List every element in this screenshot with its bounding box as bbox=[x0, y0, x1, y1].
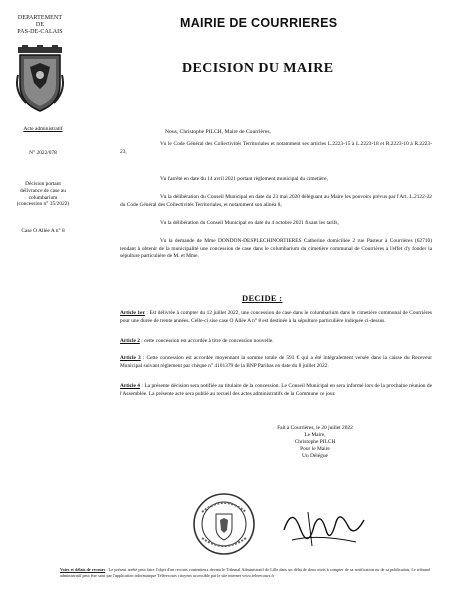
considerant-deliberation-2020: Vu la délibération du Conseil Municipal en date du 23 mai 2020 déléguant au Maire les pouvoirs prévus par l'Art. L.2122-22 du Code Général des Collectivités Territoriales, et notamment son alinéa 8, bbox=[120, 194, 432, 208]
article-2: Article 2 : cette concession est accordée à titre de concession nouvelle. bbox=[120, 338, 274, 344]
official-stamp-icon bbox=[192, 492, 256, 556]
legal-footer: Voies et délais de recours : Le présent arrêté peut faire l'objet d'un recours contentieux devant le Tribunal Administratif de Lille dans un délai de deux mois à compter de sa notification ou de sa publication. Le tribunal administratif peut être saisi par l'application informatique Télérecours citoyens accessible par le site internet www.telerecours.fr bbox=[60, 567, 430, 578]
article-3: Article 3 : Cette concession est accordée moyennant la somme totale de 593 € qui a été intégralement versée dans la caisse du Receveur Municipal suivant règlement par chèque n° 4101379 de la BNP Paribas en date du 8 juillet 2022. bbox=[120, 355, 433, 369]
considerant-demande: Vu la demande de Mme DONDON-DESPLECHINORTIERES Catherine domiciliée 2 rue Pasteur à Courrières (62710) tendant à obtenir de la municipalité une concession de case dans le columbarium du cimetière communal de Courrières à l'effet d'y fonder la sépulture particulière de M. et Mme. bbox=[120, 238, 432, 260]
article-1: Article 1er : Est délivrée à compter du 12 juillet 2022, une concession de case dans le columbarium dans le cimetière communal de Courrières pour une durée de trente années. Celle-ci sise case O Allée A n° 8 est destinée à la sépulture particulière indiquée ci-dessus. bbox=[120, 310, 432, 324]
decide-heading: DECIDE : bbox=[242, 293, 283, 303]
case-reference: Case O Allée A n° 8 bbox=[21, 228, 65, 234]
department-header: DEPARTEMENT DE PAS-DE-CALAIS bbox=[17, 15, 63, 35]
decision-object: Décision portant délivrance de case au columbarium (concession n° 35/2022) bbox=[16, 181, 70, 208]
handwritten-signature-icon bbox=[278, 500, 368, 555]
article-4: Article 4 : La présente décision sera notifiée au titulaire de la concession. Le Conseil Municipal en sera informé lors de la prochaine réunion de l'Assemblée. La présente acte sera publié au recueil des actes administratifs de la Commune ce jour. bbox=[120, 383, 433, 397]
page-title: DECISION DU MAIRE bbox=[182, 61, 334, 76]
coat-of-arms-icon bbox=[16, 45, 64, 113]
signature-block: Fait à Courrières, le 20 juillet 2022 Le Maire, Christophe PILCH Pour le Maire Un Délégué bbox=[277, 425, 353, 459]
considerant-arrete: Vu l'arrêté en date du 14 avril 2021 portant règlement municipal du cimetière, bbox=[160, 176, 328, 182]
acte-label: Acte administratif bbox=[23, 126, 63, 132]
considerant-cgct: Vu le Code Général des Collectivités Territoriales et notamment ses articles L.2223-15 à L.2223-18 et R.2223-10 à R.2223-23, bbox=[120, 141, 432, 155]
considerant-deliberation-2021: Vu la délibération du Conseil Municipal en date du 4 octobre 2021 fixant les tarifs, bbox=[160, 220, 339, 226]
mairie-heading: MAIRIE DE COURRIERES bbox=[180, 16, 338, 30]
decision-number: N° 2022/078 bbox=[29, 150, 57, 156]
mayor-intro: Nous, Christophe PILCH, Maire de Courrières, bbox=[165, 129, 271, 135]
